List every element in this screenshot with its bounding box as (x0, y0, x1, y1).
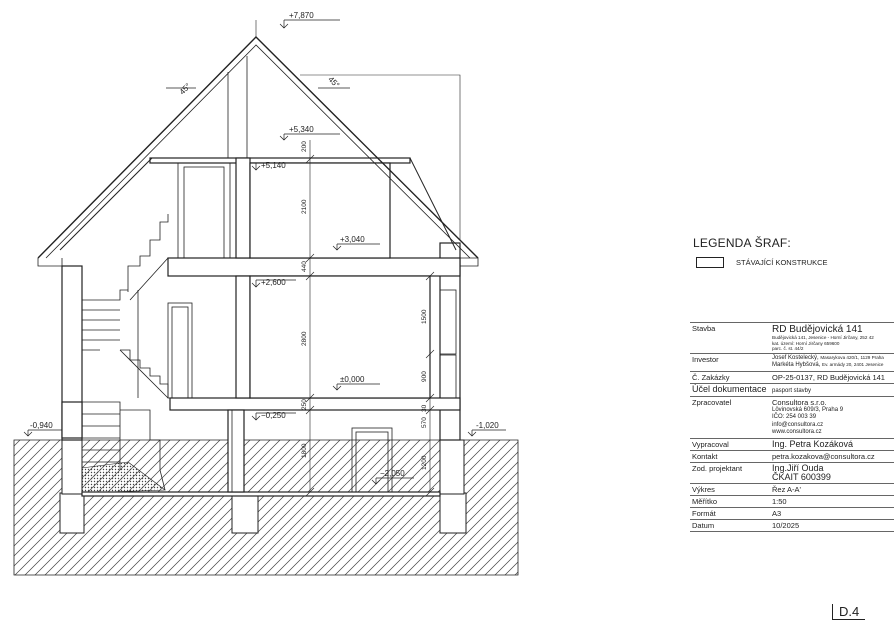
sheet-number: D.4 (832, 604, 865, 620)
dim-30: 30 (421, 404, 428, 412)
zpracovatel-email: info@consultora.cz (772, 421, 824, 428)
row-projektant (690, 462, 894, 483)
zpracovatel-addr: Lövinovská 609/3, Praha 9 (772, 407, 844, 413)
vykres-value: Řez A-A' (770, 483, 894, 495)
level-5140: +5,140 (261, 161, 286, 170)
legend-item-label: STÁVAJÍCÍ KONSTRUKCE (736, 258, 828, 267)
stavba-value: RD Budějovická 141 (772, 324, 863, 335)
dim-440: 440 (301, 261, 308, 272)
level-0000: ±0,000 (340, 375, 365, 384)
investor-line1: Josef Kostelecký, (772, 354, 819, 361)
dim-900: 900 (421, 371, 428, 382)
zpracovatel-ico: IČO: 254 003 39 (772, 414, 817, 421)
legend-swatch-existing (696, 257, 724, 268)
row-meritko (690, 495, 894, 507)
vykres-label: Výkres (690, 483, 770, 495)
dim-200: 200 (301, 141, 308, 152)
vypracoval-label: Vypracoval (690, 438, 770, 450)
stavba-sub2: kat. území: Horní Jirčany 659600 (772, 340, 840, 346)
row-datum (690, 519, 894, 531)
investor-line2-small: Ev. armády 20, 2401 Jesenice (822, 362, 884, 368)
legend-title: LEGENDA ŠRAF: (693, 236, 791, 250)
level-5340: +5,340 (289, 125, 314, 134)
row-zpracovatel (690, 397, 894, 439)
zakazka-value: OP-25-0137, RD Budějovická 141 (770, 371, 894, 383)
row-format (690, 507, 894, 519)
vypracoval-value: Ing. Petra Kozáková (770, 438, 894, 450)
dim-1200: 1200 (421, 455, 428, 470)
datum-value: 10/2025 (770, 519, 894, 531)
stavba-sub1: Budějovická 141, Jesenice - Horní Jirčany, 252 42 (772, 335, 874, 340)
format-value: A3 (770, 507, 894, 519)
stavba-sub3: parc. č. st. 44/2 (772, 346, 804, 352)
projektant-cert: ČKAIT 600399 (772, 471, 831, 482)
investor-line1-small: Masarykova 420/1, 1129 Praha (820, 354, 884, 360)
dim-2100: 2100 (301, 199, 308, 214)
zpracovatel-cell (770, 397, 894, 439)
stavba-cell (770, 323, 894, 354)
title-block (690, 322, 894, 532)
dim-1500: 1500 (421, 309, 428, 324)
meritko-label: Měřítko (690, 495, 770, 507)
level-eave-left: -0,940 (30, 421, 53, 430)
projektant-name: Ing.Jiří Ouda (772, 462, 824, 473)
roof-angle-right: 45° (326, 74, 342, 90)
kontakt-value: petra.kozakova@consultora.cz (770, 450, 894, 462)
roof-angle-left: 45° (177, 81, 193, 97)
level-ridge: +7,870 (289, 11, 314, 20)
format-label: Formát (690, 507, 770, 519)
row-kontakt (690, 450, 894, 462)
row-vypracoval (690, 438, 894, 450)
row-ucel (690, 383, 894, 396)
row-vykres (690, 483, 894, 495)
level-eave-right: -1,020 (476, 421, 499, 430)
level-minus-250: −0,250 (261, 411, 286, 420)
meritko-value: 1:50 (770, 495, 894, 507)
row-investor (690, 353, 894, 371)
investor-label: Investor (690, 353, 770, 371)
zpracovatel-label: Zpracovatel (690, 397, 770, 439)
level-2600: +2,600 (261, 278, 286, 287)
legend-item (696, 257, 828, 268)
projektant-label: Zod. projektant (690, 462, 770, 483)
level-minus-2050: −2,050 (380, 469, 405, 478)
ucel-label: Účel dokumentace (690, 383, 770, 396)
level-3040: +3,040 (340, 235, 365, 244)
investor-line2: Markéta Hybšová, (772, 362, 821, 369)
dim-250: 250 (301, 399, 308, 410)
datum-label: Datum (690, 519, 770, 531)
row-zakazka (690, 371, 894, 383)
zpracovatel-web: www.consultora.cz (772, 429, 822, 436)
zakazka-label: Č. Zakázky (690, 371, 770, 383)
stavba-label: Stavba (690, 323, 770, 354)
dim-570: 570 (421, 417, 428, 428)
zpracovatel-name: Consultora s.r.o. (772, 398, 827, 407)
dim-1800: 1800 (301, 443, 308, 458)
investor-cell (770, 353, 894, 371)
projektant-cell (770, 462, 894, 483)
ucel-value: pasport stavby (770, 383, 894, 396)
dim-2800: 2800 (301, 331, 308, 346)
row-stavba (690, 323, 894, 354)
kontakt-label: Kontakt (690, 450, 770, 462)
